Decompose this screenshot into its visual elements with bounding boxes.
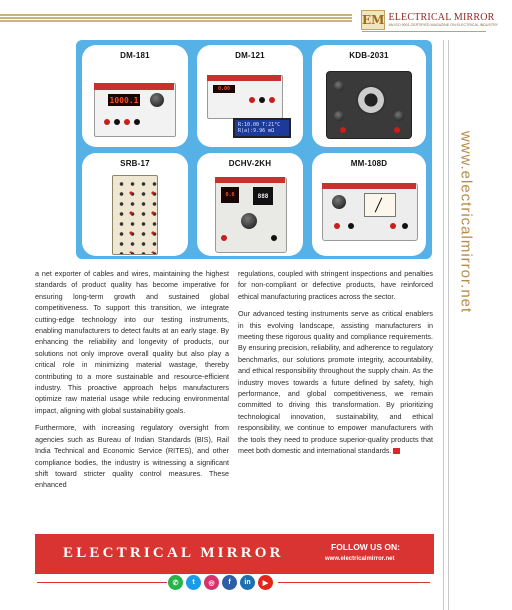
product-card-dm-121 <box>197 45 303 147</box>
instagram-icon[interactable]: ◎ <box>204 575 219 590</box>
product-display-line: R(a):9.96 mΩ <box>238 128 275 134</box>
product-card-mm-108d <box>312 153 426 256</box>
product-grid <box>76 40 432 259</box>
product-display: 1000.1 <box>109 95 139 105</box>
footer-banner <box>35 534 434 574</box>
margin-line <box>448 40 449 610</box>
product-display: 888 <box>253 187 273 205</box>
facebook-icon[interactable]: f <box>222 575 237 590</box>
header-stripes <box>0 14 352 22</box>
product-card-kdb-2031 <box>312 45 426 147</box>
product-label: DCHV-2KH <box>228 159 272 168</box>
product-label: KDB-2031 <box>349 51 389 60</box>
banner-brand: ELECTRICAL MIRROR <box>63 545 284 561</box>
social-row <box>35 574 434 592</box>
article-column-left <box>35 268 229 497</box>
product-label: MM-108D <box>350 159 388 168</box>
logo-name: ELECTRICAL MIRROR <box>388 11 495 23</box>
product-label: DM-181 <box>120 51 150 60</box>
product-card-dchv-2kh <box>197 153 303 256</box>
follow-label: FOLLOW US ON: <box>331 542 400 552</box>
banner-website[interactable]: www.electricalmirror.net <box>325 556 395 562</box>
divider <box>37 582 167 583</box>
margin-line <box>443 40 444 610</box>
product-image <box>90 171 180 252</box>
linkedin-icon[interactable]: in <box>240 575 255 590</box>
product-image <box>320 171 418 252</box>
product-image <box>320 63 418 143</box>
article-paragraph: Furthermore, with increasing regulatory oversight from agencies such as Bureau of Indian Standards (BIS), Rail India Technical and Economic Service (RITES), and other compliance bodies, the industry is witnessing a significant shift toward stricter quality control measures. These enhanced <box>35 423 229 490</box>
product-image <box>90 63 180 143</box>
article-paragraph: Our advanced testing instruments serve as critical enablers in this evolving landscape, assisting manufacturers in meeting these rigorous quality and compliance requirements. By ensuring precision, reliability, and adherence to regulatory benchmarks, our solutions promote integrity, accountability, and ethical responsibility throughout the supply chain. As the industry moves towards a future defined by safety, high performance, and global competitiveness, we remain committed to driving this transformation. By prioritizing technological innovation, sustainability, and ethical responsibility, we continue to empower manufacturers with the tools they need to produce superior-quality products that meet both domestic and international standards. <box>238 309 433 456</box>
logo-mark: EM <box>361 10 385 30</box>
product-label: SRB-17 <box>120 159 150 168</box>
product-image: 0.00 R:10.00 T:21°C R(a):9.96 mΩ <box>205 63 295 143</box>
product-display-line: R:10.00 T:21°C <box>238 122 281 128</box>
magazine-logo <box>361 10 499 30</box>
youtube-icon[interactable]: ▶ <box>258 575 273 590</box>
twitter-icon[interactable]: t <box>186 575 201 590</box>
product-card-dm-181 <box>82 45 188 147</box>
article-column-right <box>238 268 433 463</box>
logo-rule <box>362 31 486 32</box>
end-of-article-icon <box>393 448 400 454</box>
article-paragraph: a net exporter of cables and wires, maintaining the highest standards of product quality has become imperative for ensuring long-term growth and sustained global competitiveness. To support this transition, we integrate cutting-edge technology into our testing instruments, enabling manufacturers to detect faults at an early stage. By enhancing the reliability and longevity of products, our solutions not only improve overall quality but also play a critical role in minimizing material wastage, thereby contributing to a more sustainable and resource-efficient industry. This proactive approach helps manufacturers optimize raw material usage while reducing environmental impact, aligning with global sustainability goals. <box>35 269 229 415</box>
product-card-srb-17 <box>82 153 188 256</box>
product-label: DM-121 <box>235 51 265 60</box>
product-image: 0.0 888 <box>205 171 295 252</box>
article-paragraph: regulations, coupled with stringent inspections and penalties for non-compliant or defective products, have reinforced ethical manufacturing practices across the sector. <box>238 269 433 301</box>
whatsapp-icon[interactable]: ✆ <box>168 575 183 590</box>
logo-tagline: AN ISO 9001 CERTIFIED MAGAZINE ON ELECTRICAL INDUSTRY <box>388 22 499 27</box>
divider <box>278 582 430 583</box>
